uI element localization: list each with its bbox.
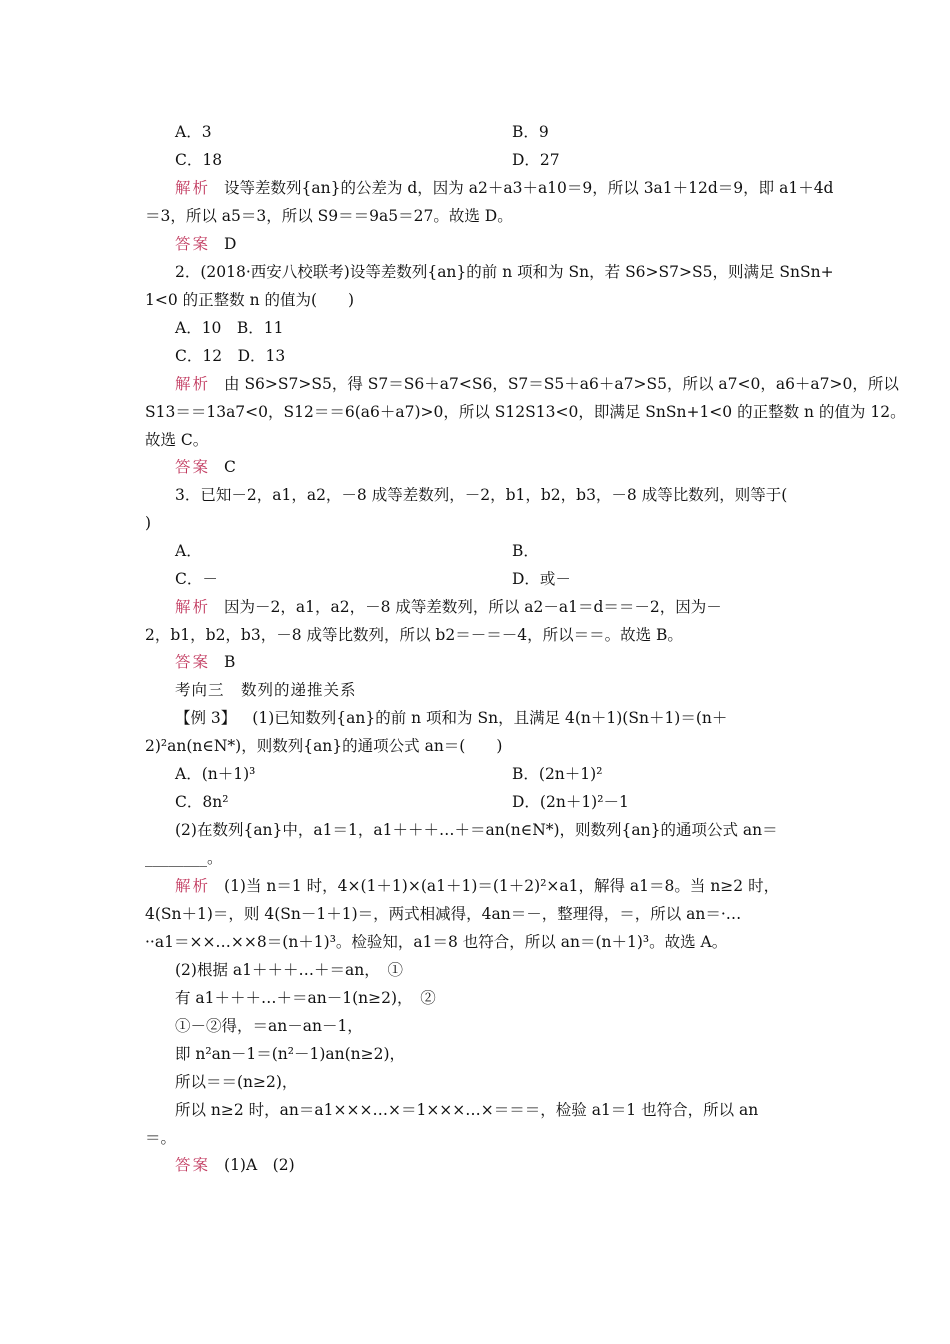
option-b: B．	[512, 542, 539, 560]
answer-value: C	[224, 458, 236, 476]
analysis-text: 故选 C。	[145, 431, 209, 449]
option-a: A．3	[175, 123, 212, 141]
example-part2-blank: ________。	[145, 849, 223, 867]
analysis-text: 4(Sn＋1)＝，则 4(Sn－1＋1)＝，两式相减得，4an＝－，整理得，＝，所以 an＝·…	[145, 905, 742, 923]
answer-value: B	[224, 653, 236, 671]
option-b: B．9	[512, 123, 549, 141]
answer-label: 答案	[175, 653, 211, 671]
example-stem	[175, 708, 727, 728]
option-a: A．(n＋1)³	[175, 765, 256, 783]
analysis-text: ＝。	[145, 1129, 177, 1147]
option-c: C．－	[175, 570, 218, 588]
answer-label: 答案	[175, 458, 211, 476]
analysis-text: S13＝＝13a7<0，S12＝＝6(a6＋a7)>0，所以 S12S13<0，即满足 SnSn+1<0 的正整数 n 的值为 12。	[145, 403, 906, 421]
option-d: D．27	[512, 151, 560, 169]
question-stem: 1<0 的正整数 n 的值为( )	[145, 291, 355, 309]
answer-label: 答案	[175, 1156, 211, 1174]
answer-line	[175, 652, 235, 672]
analysis-label: 解析	[175, 179, 211, 197]
option-d: D．或－	[512, 570, 571, 588]
section-title: 考向三 数列的递推关系	[175, 681, 357, 699]
option-row: A．10 B．11	[175, 319, 284, 337]
answer-value: (1)A (2)	[224, 1156, 295, 1174]
analysis-line	[175, 374, 899, 394]
analysis-text: ＝3，所以 a5＝3，所以 S9＝＝9a5＝27。故选 D。	[145, 207, 513, 225]
option-c: C．8n²	[175, 793, 229, 811]
analysis-text: 所以＝＝(n≥2)，	[175, 1073, 298, 1091]
answer-label: 答案	[175, 235, 211, 253]
analysis-text: ··a1＝××…××8＝(n＋1)³。检验知，a1＝8 也符合，所以 an＝(n＋1)³。故选 A。	[145, 933, 728, 951]
option-row: C．12 D．13	[175, 347, 286, 365]
analysis-label: 解析	[175, 375, 211, 393]
analysis-text: ①－②得，＝an－an－1，	[175, 1017, 363, 1035]
answer-line	[175, 1155, 295, 1175]
example-text: (1)已知数列{an}的前 n 项和为 Sn，且满足 4(n＋1)(Sn＋1)＝(n＋	[252, 709, 728, 727]
answer-line	[175, 457, 236, 477]
option-a: A．	[175, 542, 202, 560]
answer-value: D	[224, 235, 237, 253]
analysis-label: 解析	[175, 877, 211, 895]
analysis-text: 所以 n≥2 时，an＝a1×××…×＝1×××…×＝＝＝，检验 a1＝1 也符合，所以 an	[175, 1101, 759, 1119]
example-part2: (2)在数列{an}中，a1＝1，a1＋＋＋…＋＝an(n∈N*)，则数列{an}的通项公式 an＝	[175, 821, 778, 839]
analysis-text: (1)当 n＝1 时，4×(1＋1)×(a1＋1)＝(1＋2)²×a1，解得 a1＝8。当 n≥2 时，	[224, 877, 780, 895]
option-c: C．18	[175, 151, 223, 169]
question-stem: 3．已知－2，a1，a2，－8 成等差数列，－2，b1，b2，b3，－8 成等比数列，则等于(	[175, 486, 788, 504]
question-stem: )	[145, 514, 152, 532]
example-stem: 2)²an(n∈N*)，则数列{an}的通项公式 an＝( )	[145, 737, 503, 755]
analysis-line	[175, 597, 722, 617]
option-d: D．(2n＋1)²－1	[512, 793, 629, 811]
analysis-text: 设等差数列{an}的公差为 d，因为 a2＋a3＋a10＝9，所以 3a1＋12d＝9，即 a1＋4d	[224, 179, 834, 197]
analysis-text: 2，b1，b2，b3，－8 成等比数列，所以 b2＝－＝－4，所以＝＝。故选 B。	[145, 626, 683, 644]
analysis-text: 由 S6>S7>S5，得 S7＝S6＋a7<S6，S7＝S5＋a6＋a7>S5，所以 a7<0，a6＋a7>0，所以	[224, 375, 899, 393]
option-b: B．(2n＋1)²	[512, 765, 603, 783]
analysis-text: 因为－2，a1，a2，－8 成等差数列，所以 a2－a1＝d＝＝－2，因为－	[224, 598, 722, 616]
analysis-text: 有 a1＋＋＋…＋＝an－1(n≥2)， ②	[175, 989, 436, 1007]
question-stem: 2．(2018·西安八校联考)设等差数列{an}的前 n 项和为 Sn，若 S6>S7>S5，则满足 SnSn+	[175, 263, 834, 281]
example-tag: 【例 3】	[175, 709, 237, 727]
answer-line	[175, 234, 236, 254]
analysis-label: 解析	[175, 598, 211, 616]
analysis-line	[175, 178, 833, 198]
analysis-text: 即 n²an－1＝(n²－1)an(n≥2)，	[175, 1045, 406, 1063]
analysis-text: (2)根据 a1＋＋＋…＋＝an， ①	[175, 961, 403, 979]
analysis-line	[175, 876, 779, 896]
